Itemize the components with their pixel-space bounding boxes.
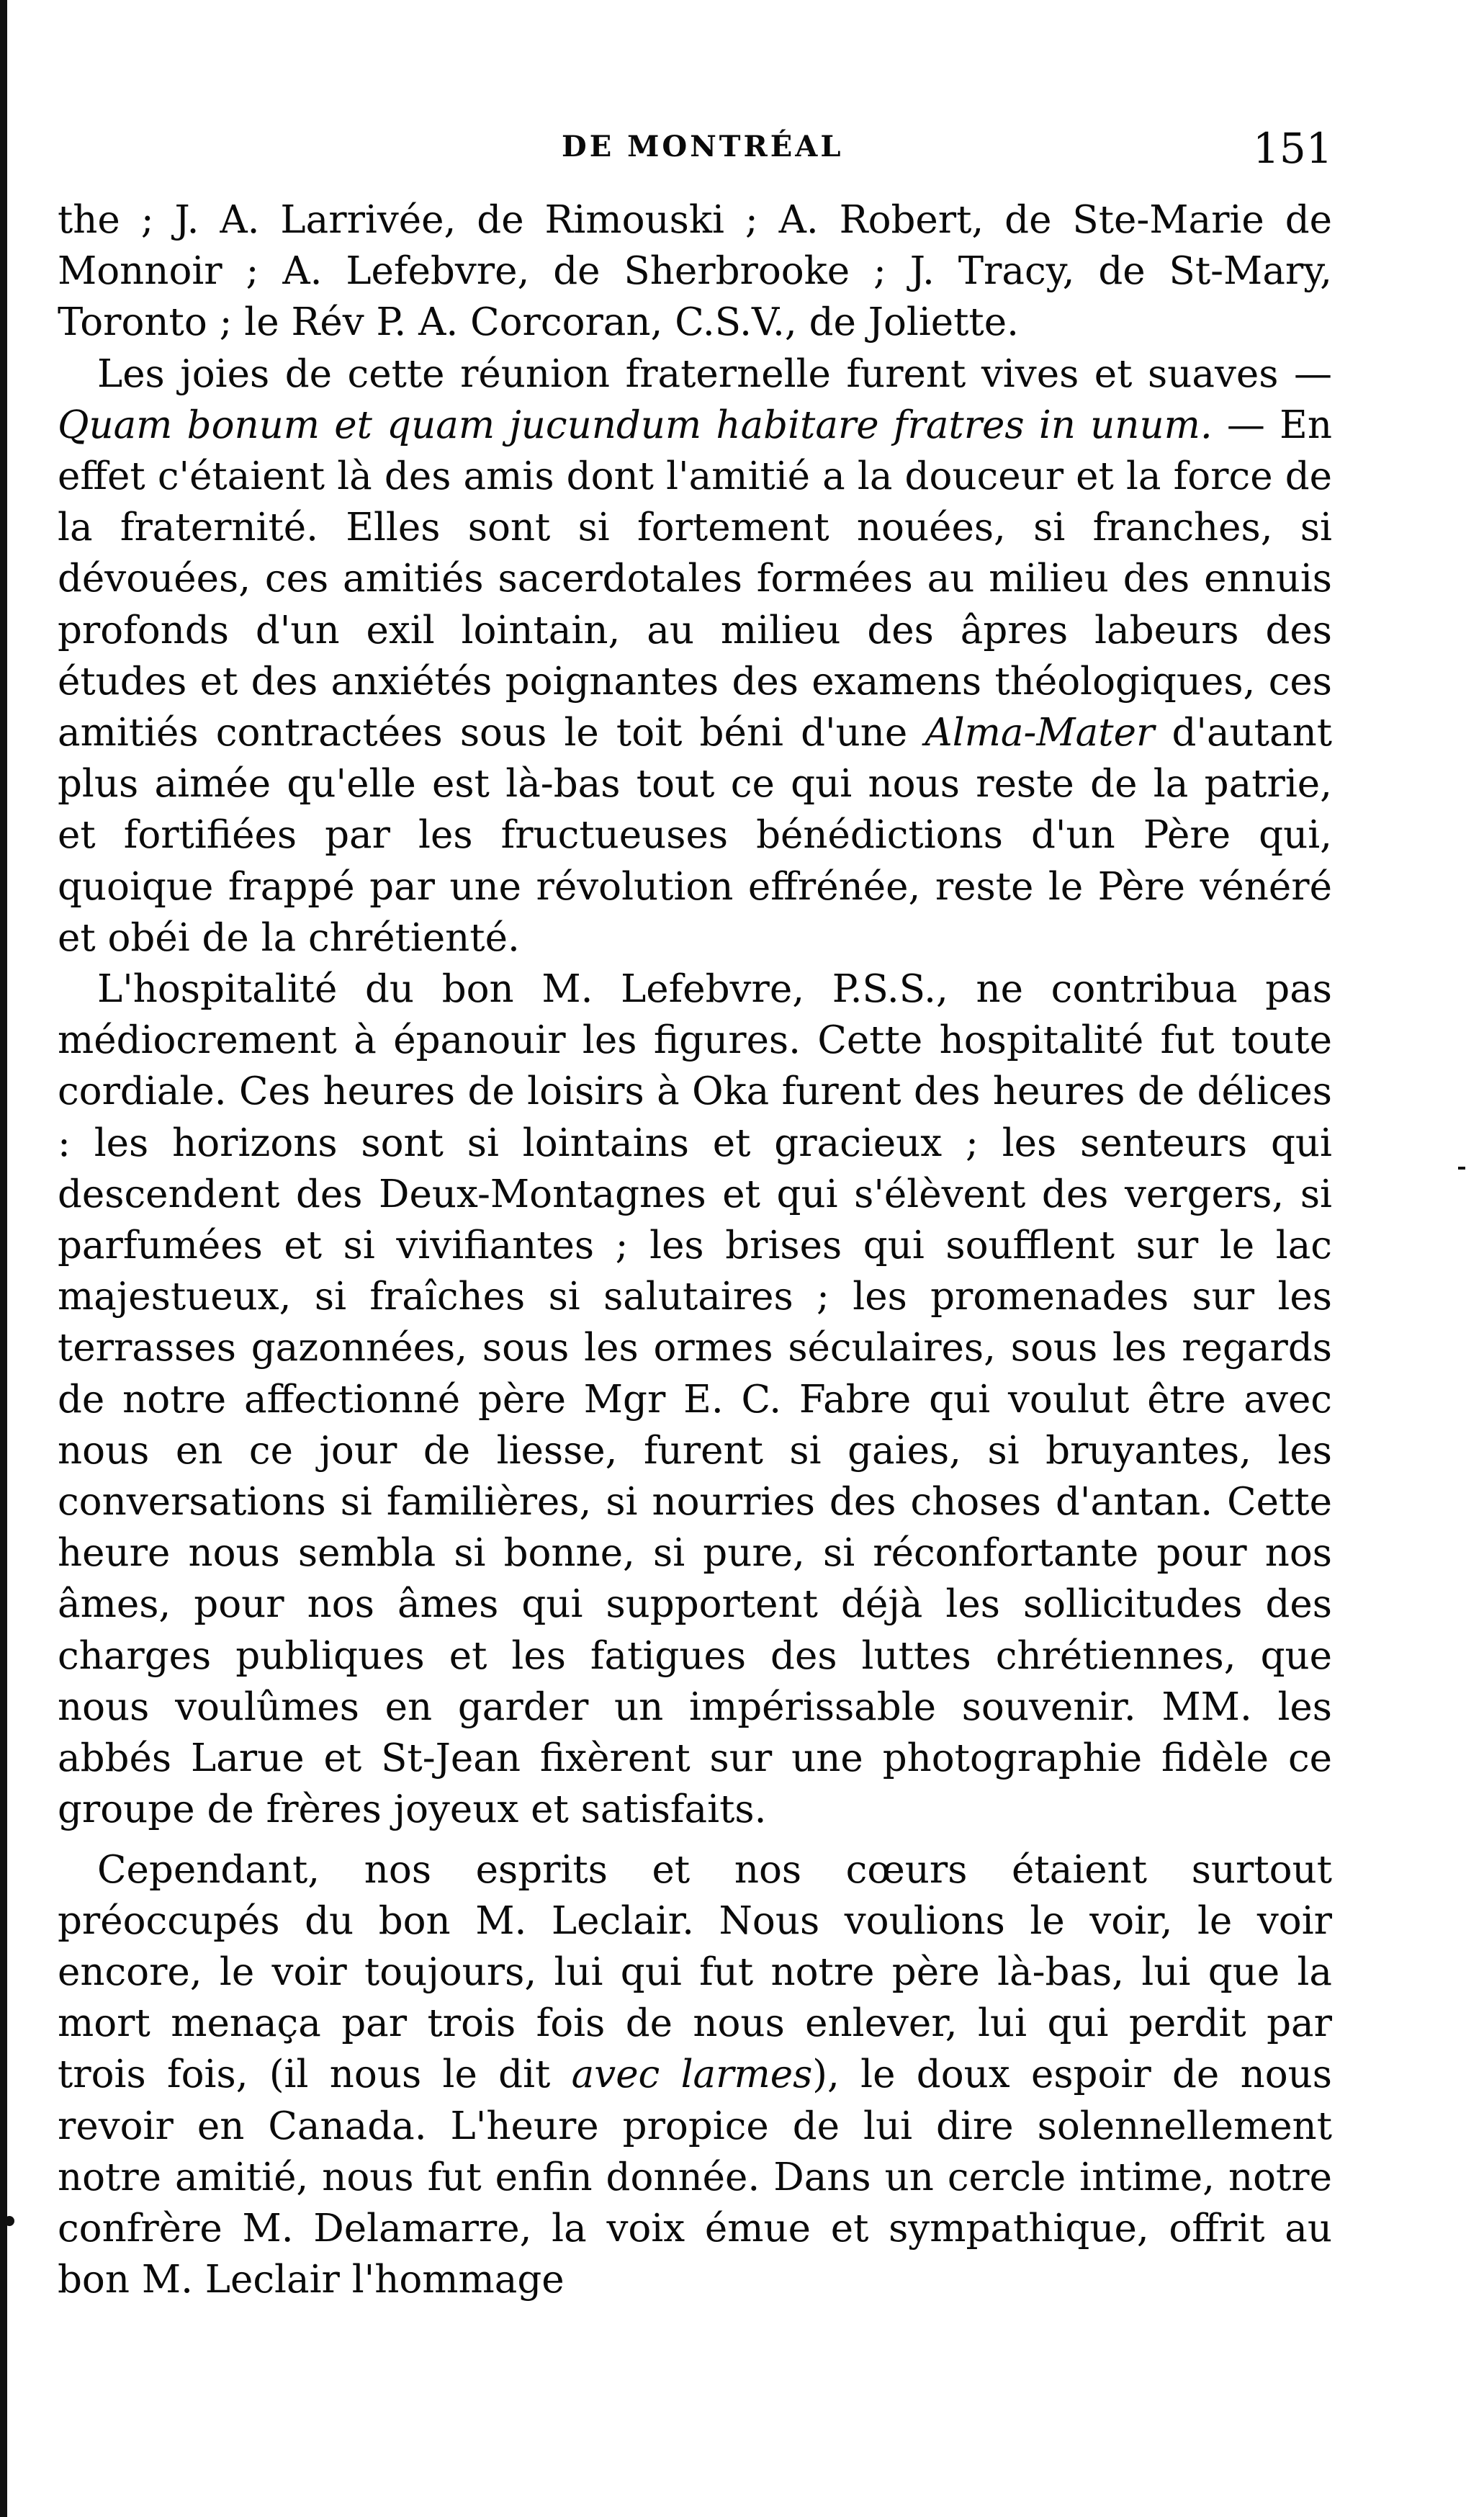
body-text <box>58 194 1332 2305</box>
margin-mark <box>1458 1167 1465 1170</box>
text-run: L'hospitalité du bon M. Lefebvre, P.S.S., ne contribua pas médiocrement à épanouir les figures. Cette hospitalité fut toute cordiale. Ces heures de loisirs à Oka furent des heures de délices : les horizons sont si lointains et gracieux ; les senteurs qui descendent des Deux-Montagnes et qui s'élèvent des vergers, si parfumées et si vivifiantes ; les brises qui soufflent sur le lac majestueux, si fraîches si salutaires ; les promenades sur les terrasses gazonnées, sous les ormes séculaires, sous les regards de notre affectionné père Mgr E. C. Fabre qui voulut être avec nous en ce jour de liesse, furent si gaies, si bruyantes, les conversations si familières, si nourries des choses d'antan. Cette heure nous sembla si bonne, si pure, si réconfortante pour nos âmes, pour nos âmes qui supportent déjà les sollicitudes des charges publiques et les fatigues des luttes chrétiennes, que nous voulûmes en garder un impérissable souvenir. MM. les abbés Larue et St-Jean fixèrent sur une photographie fidèle ce groupe de frères joyeux et satisfaits. <box>58 967 1332 1832</box>
margin-mark <box>4 2216 14 2226</box>
paragraph <box>58 964 1332 1835</box>
paragraph <box>58 194 1332 349</box>
text-run: ), le doux espoir de nous revoir en Canada. L'heure propice de lui dire solennellement notre amitié, nous fut enfin donnée. Dans un cercle intime, notre confrère M. Delamarre, la voix émue et sympathique, offrit au bon M. Leclair l'hommage <box>58 2052 1332 2302</box>
italic-text: Alma-Mater <box>925 711 1155 755</box>
paragraph <box>58 349 1332 964</box>
page-edge-rule <box>0 0 7 2517</box>
running-title: DE MONTRÉAL <box>562 130 844 163</box>
text-run: Les joies de cette réunion fraternelle furent vives et suaves — <box>97 351 1332 396</box>
text-run: d'autant plus aimée qu'elle est là-bas tout ce qui nous reste de la patrie, et fortifiées par les fructueuses bénédictions d'un Père qui, quoique frappé par une révolution effrénée, reste le Père vénéré et obéi de la chrétienté. <box>58 711 1333 960</box>
text-run: — En effet c'étaient là des amis dont l'amitié a la douceur et la force de la fraternité. Elles sont si fortement nouées, si franches, si dévouées, ces amitiés sacerdotales formées au milieu des ennuis profonds d'un exil lointain, au milieu des âpres labeurs des études et des anxiétés poignantes des examens théologiques, ces amitiés contractées sous le toit béni d'une <box>58 403 1332 755</box>
text-run: Cependant, nos esprits et nos cœurs étaient surtout préoccupés du bon M. Leclair. Nous voulions le voir, le voir encore, le voir toujours, lui qui fut notre père là-bas, lui que la mort menaça par trois fois de nous enlever, lui qui perdit par trois fois, (il nous le dit <box>58 1847 1332 2097</box>
page-header <box>0 124 1484 181</box>
page-number: 151 <box>1253 124 1333 173</box>
text-run: the ; J. A. Larrivée, de Rimouski ; A. Robert, de Ste-Marie de Monnoir ; A. Lefebvre, de Sherbrooke ; J. Tracy, de St-Mary, Toronto ; le Rév P. A. Corcoran, C.S.V., de Joliette. <box>58 198 1332 345</box>
italic-text: Quam bonum et quam jucundum habitare fratres in unum. <box>58 403 1213 447</box>
paragraph <box>58 1844 1332 2306</box>
italic-text: avec larmes <box>571 2052 813 2097</box>
